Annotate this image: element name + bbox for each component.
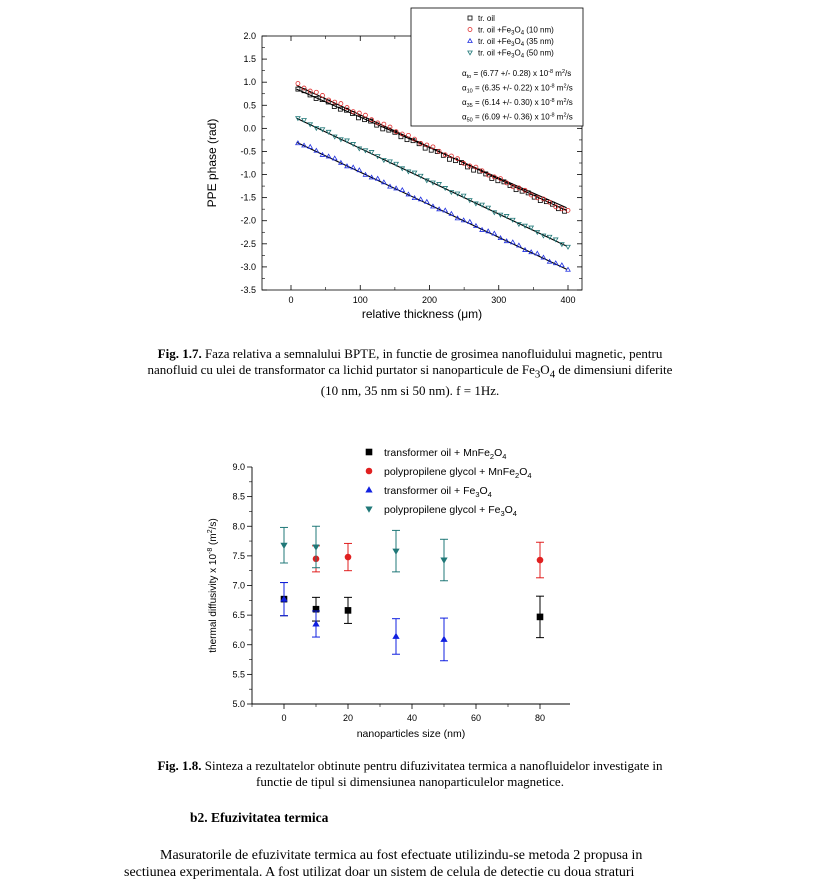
label-part: (35 nm) <box>524 37 554 46</box>
label-part: α <box>462 98 467 107</box>
data-point <box>339 102 343 106</box>
legend-marker <box>365 507 372 513</box>
data-point <box>440 636 447 642</box>
paragraph-line2 <box>124 863 696 882</box>
label-part: 35 <box>466 103 473 109</box>
figure-1-caption-label: Fig. 1.7. <box>157 346 202 361</box>
y-tick-label: -1.0 <box>240 169 256 180</box>
data-point <box>566 267 570 271</box>
data-point <box>312 545 319 551</box>
label-part: = (6.35 +/- 0.22) x 10 <box>472 83 550 93</box>
data-point <box>312 620 319 626</box>
figure-1-phase-chart <box>0 0 818 340</box>
legend-label <box>478 14 495 23</box>
label-part: m <box>554 112 564 122</box>
label-part: O <box>514 25 521 35</box>
label-part: /s) <box>208 518 219 530</box>
x-tick-label: 40 <box>406 713 418 723</box>
data-point <box>437 182 441 186</box>
x-tick-label: 80 <box>534 713 546 723</box>
data-point <box>468 220 472 224</box>
label-part: transformer oil + MnFe <box>384 447 490 459</box>
label-part: 4 <box>520 30 525 37</box>
legend-marker <box>366 468 373 475</box>
label-part: thermal diffusivity x 10 <box>208 553 219 653</box>
label-part: 3 <box>511 53 515 60</box>
data-point <box>537 614 544 621</box>
y-tick-label: -2.5 <box>240 238 256 249</box>
data-point <box>281 596 288 603</box>
label-part: 2 <box>561 69 565 75</box>
data-point <box>492 231 496 235</box>
paragraph-text-1: Masuratorile de efuzivitate termica au fost efectuate utilizindu-se metoda 2 propusa in <box>160 848 643 863</box>
label-part: polypropilene glycol + Fe <box>384 504 501 516</box>
x-axis-label: nanoparticles size (nm) <box>356 728 466 740</box>
figure-1-caption-line1: Faza relativa a semnalului BPTE, in functie de grosimea nanofluidului magnetic, pentru <box>201 346 663 361</box>
x-tick-label: 0 <box>281 713 287 723</box>
data-point <box>529 226 533 230</box>
label-part: m <box>554 98 564 107</box>
data-point <box>302 143 306 147</box>
y-tick-label: -1.5 <box>240 192 256 203</box>
caption-sub: 3 <box>534 368 541 381</box>
label-part: 4 <box>520 42 525 48</box>
y-tick-label: 1.5 <box>243 54 256 65</box>
data-point <box>400 188 404 192</box>
data-point <box>308 145 312 149</box>
label-part: 2 <box>563 98 567 104</box>
label-part: = (6.09 +/- 0.36) x 10 <box>472 112 550 122</box>
x-tick-label: 200 <box>421 295 438 305</box>
data-point <box>369 150 373 154</box>
label-part: O <box>519 466 528 478</box>
data-point <box>535 251 539 255</box>
label-part: 2 <box>563 112 567 119</box>
label-part: transformer oil + Fe <box>384 485 476 497</box>
label-part: α <box>462 83 467 93</box>
label-part: (m <box>208 533 219 548</box>
label-part: 2 <box>515 471 520 480</box>
y-tick-label: 0.5 <box>243 100 256 111</box>
y-tick-label: -3.0 <box>240 261 256 272</box>
data-point <box>345 607 352 614</box>
data-point <box>363 113 367 117</box>
label-part: polypropilene glycol + MnFe <box>384 466 516 478</box>
y-tick-label: 5.5 <box>232 669 245 680</box>
label-part: -8 <box>548 69 554 75</box>
data-point <box>333 156 337 160</box>
label-part: O <box>504 504 513 516</box>
figure-2-caption <box>110 758 710 790</box>
y-tick-label: 6.0 <box>232 639 245 650</box>
label-part: O <box>479 485 488 497</box>
paragraph-text-2: sectiunea experimentala. A fost utilizat doar un sistem de celula de detectie cu doua straturi <box>124 865 635 880</box>
label-part: 2 <box>207 529 214 534</box>
label-part: 4 <box>527 471 532 480</box>
label-part: -8 <box>207 547 214 554</box>
label-part: /s <box>566 98 573 107</box>
y-tick-label: -2.0 <box>240 215 256 226</box>
label-part: 4 <box>502 452 507 461</box>
label-part: O <box>514 48 521 58</box>
figure-2-caption-line1: Sinteza a rezultatelor obtinute pentru difuzivitatea termica a nanofluidelor investigate in <box>201 758 663 773</box>
label-part: 50 <box>466 117 473 124</box>
data-point <box>302 118 306 122</box>
label-part: α <box>462 69 467 78</box>
y-tick-label: 5.0 <box>232 699 245 709</box>
label-part: 4 <box>512 509 517 518</box>
x-axis-label: relative thickness (μm) <box>361 307 483 321</box>
y-tick-label: -3.5 <box>240 285 256 295</box>
figure-1-caption-line2a: nanofluid cu ulei de transformator ca lichid purtator si nanoparticule de Fe <box>147 362 535 377</box>
y-tick-label: 2.0 <box>243 31 256 41</box>
label-part: 10 <box>466 88 473 95</box>
legend-label <box>384 447 506 461</box>
section-heading: b2. Efuzivitatea termica <box>190 810 329 825</box>
x-tick-label: 0 <box>288 295 294 305</box>
y-tick-label: 1.0 <box>243 77 256 88</box>
label-part: 2 <box>489 452 495 461</box>
y-tick-label: 0.0 <box>243 123 256 134</box>
y-axis-label <box>207 518 219 652</box>
label-part: (10 nm) <box>524 25 554 35</box>
x-tick-label: 400 <box>560 295 576 305</box>
caption-line2-end: de dimensiuni diferite <box>555 362 673 377</box>
data-point <box>345 554 352 561</box>
legend-marker <box>366 449 373 456</box>
data-point <box>376 176 380 180</box>
caption-sub: 4 <box>549 368 556 381</box>
y-tick-label: 8.0 <box>232 521 245 532</box>
x-tick-label: 20 <box>342 713 354 723</box>
label-part: 3 <box>500 509 505 518</box>
legend-label <box>384 504 517 518</box>
y-tick-label: 7.5 <box>232 550 245 561</box>
figure-1-caption <box>110 346 710 399</box>
data-point <box>537 557 544 564</box>
data-point <box>461 194 465 198</box>
data-point <box>313 606 320 613</box>
data-point <box>339 161 343 165</box>
label-part: O <box>514 37 521 46</box>
label-part: -8 <box>549 83 555 90</box>
data-point <box>474 202 478 206</box>
data-point <box>529 250 533 254</box>
label-part: 4 <box>487 490 492 499</box>
legend-marker <box>365 486 372 492</box>
label-part: 3 <box>511 42 515 48</box>
data-point <box>280 543 287 549</box>
label-part: /s <box>566 112 573 122</box>
label-part: (50 nm) <box>524 48 554 58</box>
figure-2-caption-label: Fig. 1.8. <box>157 758 202 773</box>
label-part: tr. oil <box>478 14 495 23</box>
label-part: = (6.77 +/- 0.28) x 10 <box>471 69 549 78</box>
data-point <box>280 595 287 601</box>
figure-2-caption-line2: functie de tipul si dimensiunea nanoparticulelor magnetice. <box>256 774 564 789</box>
y-tick-label: 7.0 <box>232 580 245 591</box>
x-tick-label: 60 <box>470 713 482 723</box>
label-part: tr. oil +Fe <box>478 25 512 35</box>
label-part: -8 <box>549 98 555 104</box>
data-point <box>392 549 399 555</box>
data-point <box>504 214 508 218</box>
data-point <box>296 81 300 85</box>
label-part: = (6.14 +/- 0.30) x 10 <box>472 98 550 107</box>
data-point <box>314 90 318 94</box>
label-part: 2 <box>563 83 567 90</box>
label-part: 3 <box>511 30 515 37</box>
y-tick-label: -0.5 <box>240 146 256 157</box>
data-point <box>425 200 429 204</box>
y-axis-label: PPE phase (rad) <box>205 118 219 208</box>
label-part: α <box>462 112 467 122</box>
data-point <box>440 558 447 564</box>
figure-1-caption-line3: (10 nm, 35 nm si 50 nm). f = 1Hz. <box>320 382 500 398</box>
data-point <box>560 263 564 267</box>
legend-label <box>384 466 532 480</box>
label-part: 4 <box>520 53 525 60</box>
y-tick-label: 6.5 <box>232 610 245 621</box>
data-point <box>560 243 564 247</box>
data-point <box>313 556 320 563</box>
label-part: O <box>494 447 503 459</box>
y-tick-label: 9.0 <box>232 462 245 472</box>
label-part: /s <box>565 69 572 78</box>
data-point <box>566 245 570 249</box>
caption-o: O <box>540 362 550 377</box>
label-part: m <box>553 69 562 78</box>
data-point <box>443 208 447 212</box>
y-tick-label: 8.5 <box>232 491 245 502</box>
x-tick-label: 100 <box>352 295 368 305</box>
data-point <box>394 162 398 166</box>
label-part: to <box>466 74 472 80</box>
label-part: tr. oil +Fe <box>478 37 512 46</box>
label-part: m <box>554 83 564 93</box>
data-point <box>345 139 349 143</box>
label-part: -8 <box>549 112 555 119</box>
label-part: 3 <box>475 490 480 499</box>
data-point <box>392 633 399 639</box>
label-part: tr. oil +Fe <box>478 48 512 58</box>
label-part: /s <box>566 83 573 93</box>
legend-label <box>384 485 492 499</box>
x-tick-label: 300 <box>491 295 507 305</box>
